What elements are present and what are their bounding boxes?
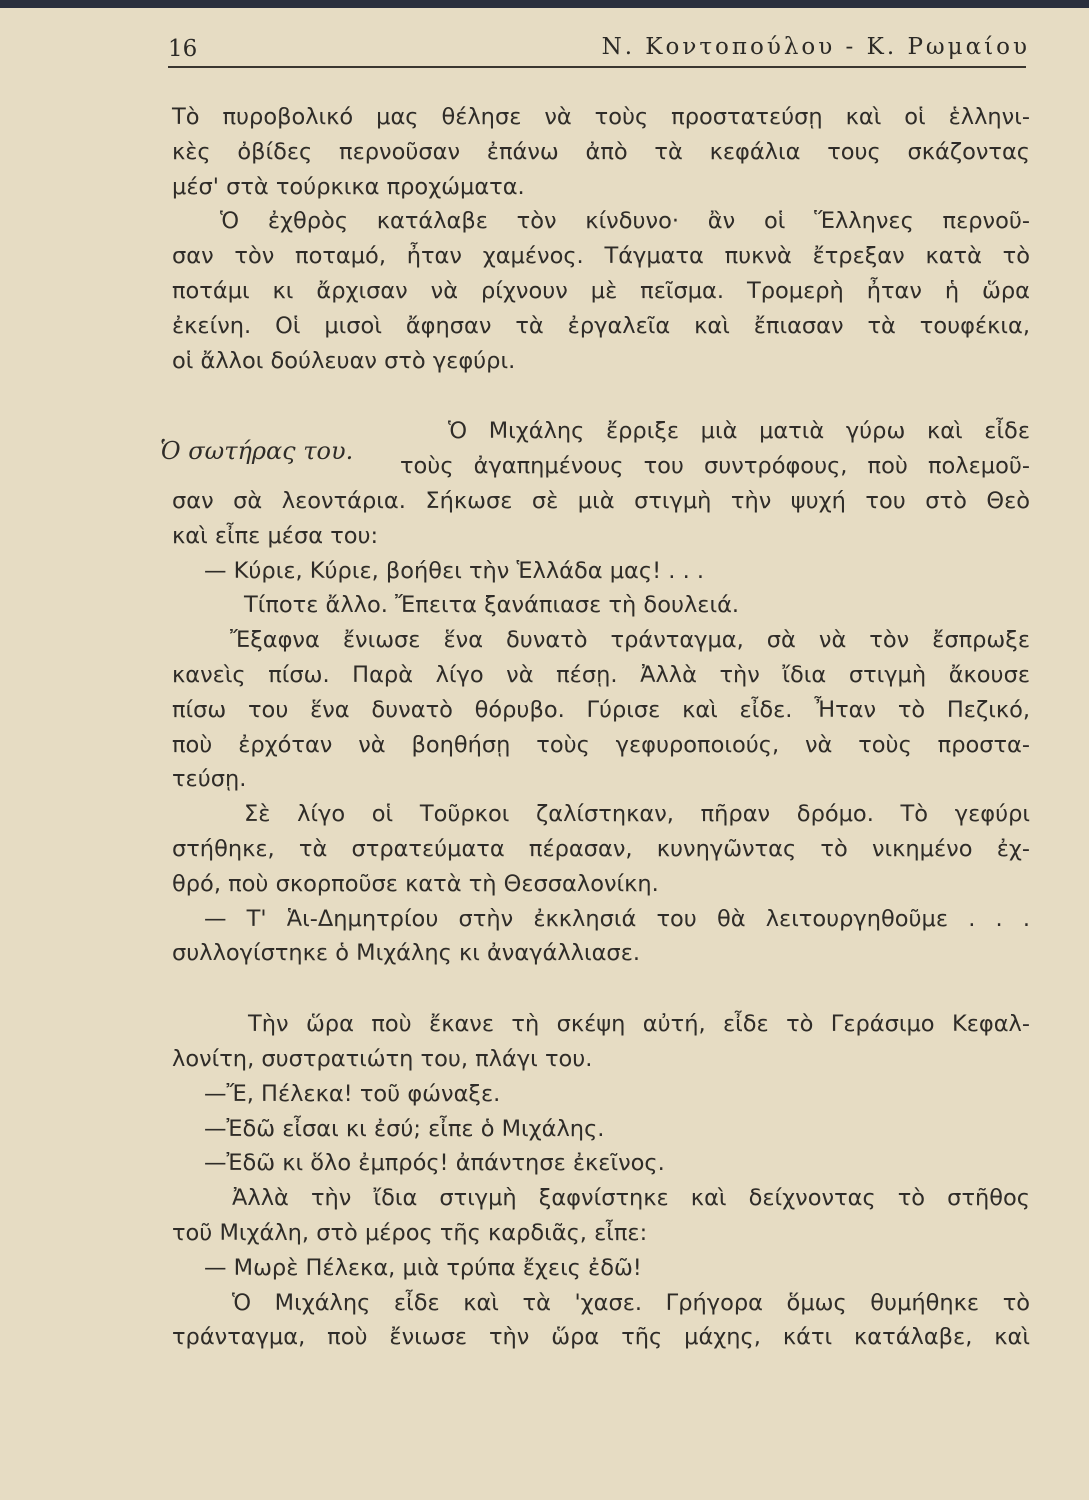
text-line: ἐκείνη. Οἱ μισοὶ ἄφησαν τὰ ἐργαλεῖα καὶ ἔπιασαν τὰ τουφέκια, <box>172 312 1030 339</box>
text-line: κὲς ὀβίδες περνοῦσαν ἐπάνω ἀπὸ τὰ κεφάλια τους σκάζοντας <box>172 138 1030 165</box>
header-rule <box>168 66 1026 68</box>
text-line: Ὁ Μιχάλης ἔρριξε μιὰ ματιὰ γύρω καὶ εἶδε <box>448 418 1030 445</box>
text-line: σαν σὰ λεοντάρια. Σήκωσε σὲ μιὰ στιγμὴ τὴν ψυχή του στὸ Θεὸ <box>172 487 1030 514</box>
paragraph <box>172 623 1030 797</box>
text-line: Τὸ πυροβολικό μας θέλησε νὰ τοὺς προστατεύσῃ καὶ οἱ ἑλληνι- <box>172 104 1030 130</box>
dialogue-line: —Ἐδῶ εἶσαι κι ἐσύ; εἶπε ὁ Μιχάλης. <box>204 1115 605 1142</box>
text-line: σαν τὸν ποταμό, ἦταν χαμένος. Τάγματα πυκνὰ ἔτρεξαν κατὰ τὸ <box>172 243 1030 270</box>
page-top-edge <box>0 0 1089 8</box>
text-line: μέσ' στὰ τούρκικα προχώματα. <box>172 173 525 200</box>
page-header <box>168 30 1030 68</box>
paragraph <box>172 1007 1030 1077</box>
dialogue-line: —Ἔ, Πέλεκα! τοῦ φώναξε. <box>204 1080 501 1107</box>
paragraph <box>172 1181 1030 1251</box>
text-line: στήθηκε, τὰ στρατεύματα πέρασαν, κυνηγῶντας τὸ νικημένο ἐχ- <box>172 835 1030 862</box>
text-line: Ὁ Μιχάλης εἶδε καὶ τὰ 'χασε. Γρήγορα ὅμως θυμήθηκε τὸ <box>232 1289 1030 1316</box>
side-heading-paragraph <box>400 414 1030 484</box>
text-line: ποὺ ἐρχόταν νὰ βοηθήσῃ τοὺς γεφυροποιούς, νὰ τοὺς προστα- <box>172 731 1030 758</box>
text-line: Ἀλλὰ τὴν ἴδια στιγμὴ ξαφνίστηκε καὶ δείχνοντας τὸ στῆθος <box>232 1185 1030 1212</box>
text-line: θρό, ποὺ σκορποῦσε κατὰ τὴ Θεσσαλονίκη. <box>172 870 659 897</box>
body-text <box>160 100 1030 1355</box>
text-line: πίσω του ἕνα δυνατὸ θόρυβο. Γύρισε καὶ εἶδε. Ἦταν τὸ Πεζικό, <box>172 696 1030 723</box>
text-line: τεύσῃ. <box>172 766 247 793</box>
side-heading: Ὁ σωτήρας του. <box>160 437 354 466</box>
paragraph <box>172 797 1030 901</box>
running-head: Ν. Κοντοπούλου - Κ. Ρωμαίου <box>601 34 1030 60</box>
text-line: συλλογίστηκε ὁ Μιχάλης κι ἀναγάλλιασε. <box>172 940 641 967</box>
paragraph <box>172 484 1030 554</box>
text-line: λονίτη, συστρατιώτη του, πλάγι του. <box>172 1045 593 1072</box>
text-line: ποτάμι κι ἄρχισαν νὰ ρίχνουν μὲ πεῖσμα. Τρομερὴ ἦταν ἡ ὥρα <box>172 277 1030 304</box>
paragraph <box>172 902 1030 972</box>
text-line: Σὲ λίγο οἱ Τοῦρκοι ζαλίστηκαν, πῆραν δρόμο. Τὸ γεφύρι <box>244 801 1030 828</box>
page-number: 16 <box>168 36 198 62</box>
text-line: τράνταγμα, ποὺ ἔνιωσε τὴν ὥρα τῆς μάχης, κάτι κατάλαβε, καὶ <box>172 1324 1030 1351</box>
text-line: οἱ ἄλλοι δούλευαν στὸ γεφύρι. <box>172 347 516 374</box>
dialogue-line: — Μωρὲ Πέλεκα, μιὰ τρύπα ἔχεις ἐδῶ! <box>204 1254 642 1281</box>
section-gap <box>172 971 1030 1007</box>
text-line: Ἔξαφνα ἔνιωσε ἕνα δυνατὸ τράνταγμα, σὰ νὰ τὸν ἔσπρωξε <box>230 627 1030 654</box>
paragraph <box>172 204 1030 378</box>
dialogue-line: —Ἐδῶ κι ὅλο ἐμπρός! ἀπάντησε ἐκεῖνος. <box>204 1150 665 1177</box>
text-line: Ὁ ἐχθρὸς κατάλαβε τὸν κίνδυνο· ἂν οἱ Ἕλληνες περνοῦ- <box>220 208 1030 235</box>
dialogue-line: — Κύριε, Κύριε, βοήθει τὴν Ἑλλάδα μας! . . . <box>204 557 705 584</box>
side-heading-block <box>160 414 1030 484</box>
text-line: Τὴν ὥρα ποὺ ἔκανε τὴ σκέψη αὐτή, εἶδε τὸ Γεράσιμο Κεφαλ- <box>248 1011 1030 1038</box>
text-line: κανεὶς πίσω. Παρὰ λίγο νὰ πέσῃ. Ἀλλὰ τὴν ἴδια στιγμὴ ἄκουσε <box>172 661 1030 688</box>
paragraph <box>172 1286 1030 1356</box>
text-line: τοὺς ἀγαπημένους του συντρόφους, ποὺ πολεμοῦ- <box>400 453 1030 480</box>
dialogue-line: — Τ' Ἁι-Δημητρίου στὴν ἐκκλησιά του θὰ λειτουργηθοῦμε . . . <box>204 905 1030 932</box>
text-line: καὶ εἶπε μέσα του: <box>172 522 379 549</box>
section-gap <box>172 378 1030 414</box>
text-line: Τίποτε ἄλλο. Ἔπειτα ξανάπιασε τὴ δουλειά. <box>244 592 740 619</box>
paragraph <box>172 100 1030 204</box>
text-line: τοῦ Μιχάλη, στὸ μέρος τῆς καρδιᾶς, εἶπε: <box>172 1219 648 1246</box>
